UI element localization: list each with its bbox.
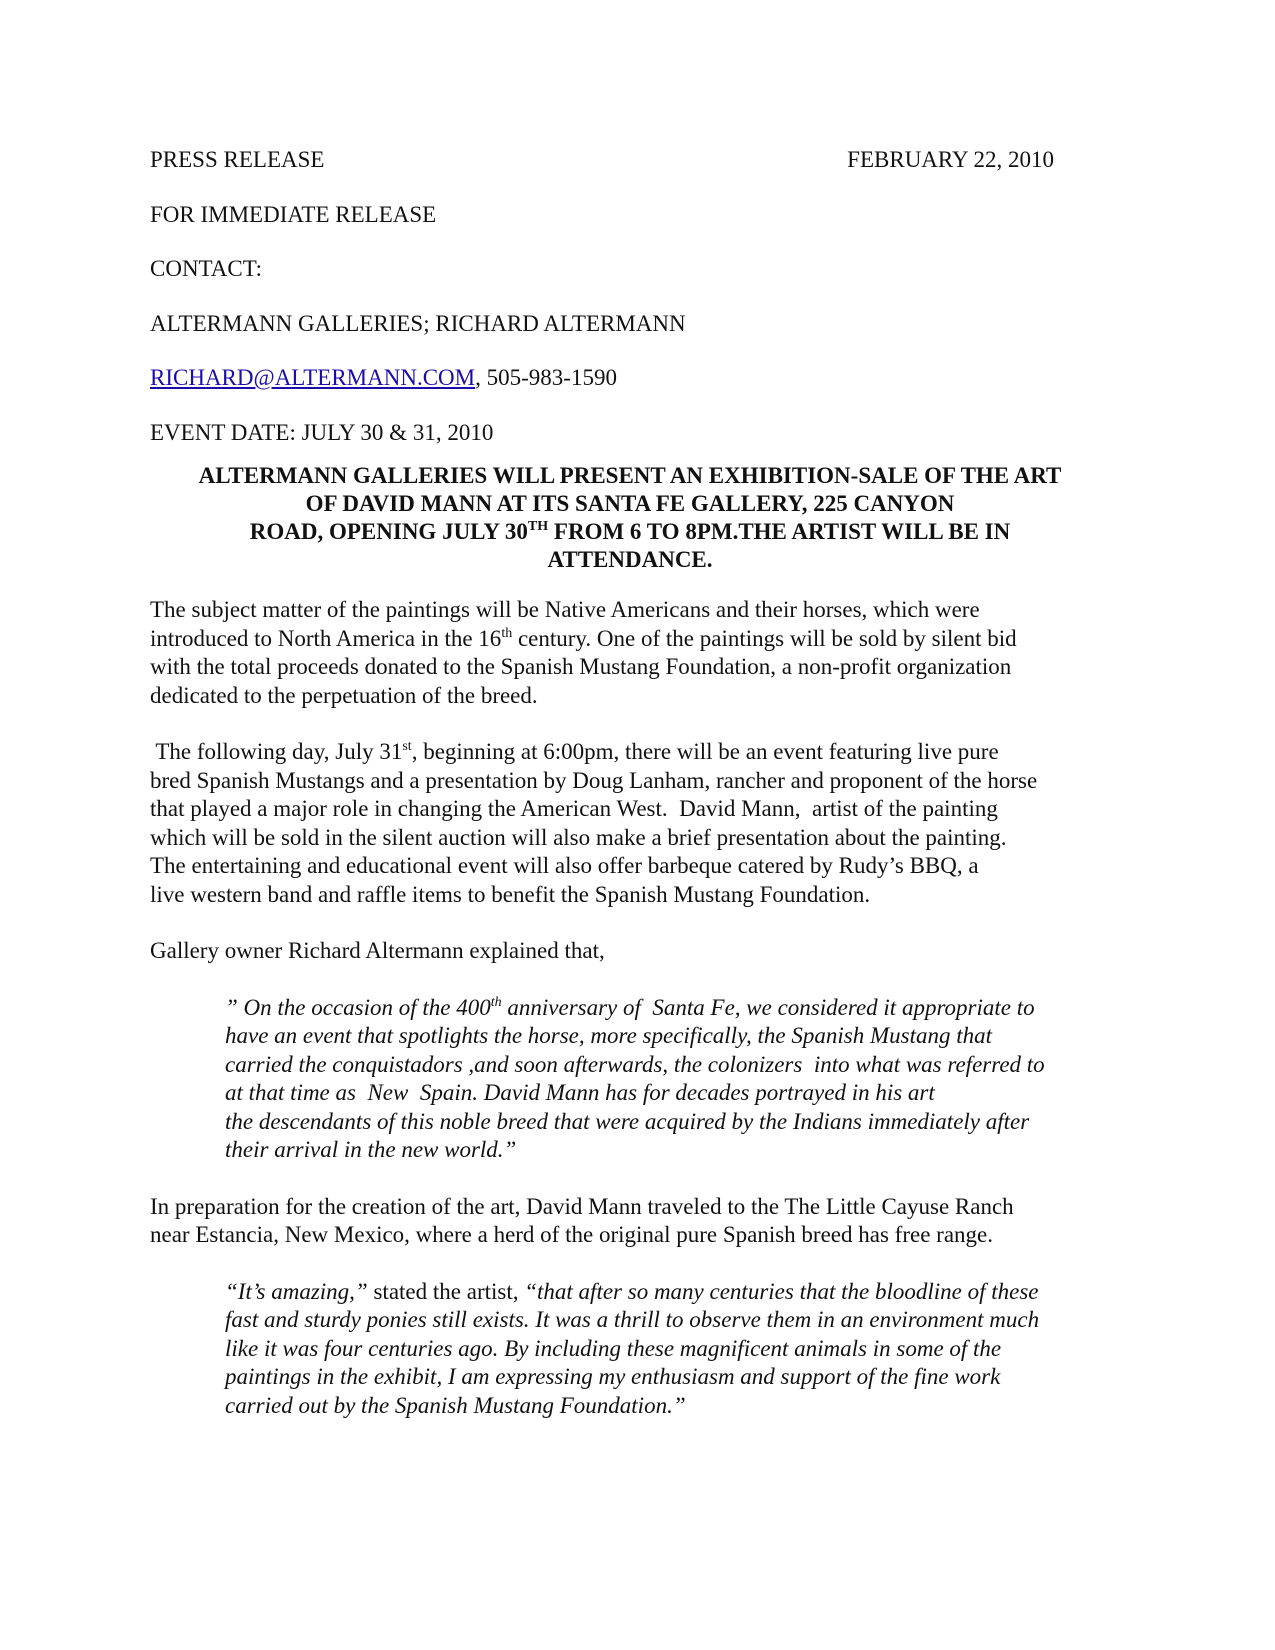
headline-line: ATTENDANCE. xyxy=(547,547,713,572)
headline-line: OF DAVID MANN AT ITS SANTA FE GALLERY, 225 CANYON xyxy=(305,491,955,516)
contact-name: ALTERMANN GALLERIES; RICHARD ALTERMANN xyxy=(150,310,686,336)
phone-number: , 505-983-1590 xyxy=(475,365,617,390)
release-date: FEBRUARY 22, 2010 xyxy=(847,147,1054,172)
immediate-release-note: FOR IMMEDIATE RELEASE xyxy=(150,201,437,227)
press-release-page xyxy=(150,146,1110,1448)
headline-line: ALTERMANN GALLERIES WILL PRESENT AN EXHIBITION-SALE OF THE ART xyxy=(198,463,1062,488)
contact-label: CONTACT: xyxy=(150,256,263,281)
header-row xyxy=(150,146,1054,175)
email-link[interactable]: RICHARD@ALTERMANN.COM xyxy=(150,365,476,390)
event-date: EVENT DATE: JULY 30 & 31, 2010 xyxy=(150,419,494,445)
headline-line: ROAD, OPENING JULY 30TH FROM 6 TO 8PM.THE ARTIST WILL BE IN xyxy=(249,519,1011,544)
quote-altermann: ” On the occasion of the 400th anniversary of Santa Fe, we considered it appropriate to have an event that spotlights the horse, more specifically, the Spanish Mustang that carried the conquistadors ,and soon afterwards, the colonizers into what was referred to at that time as New Spain. David Mann has for decades portrayed in his art the descendants of this noble breed that were acquired by the Indians immediately after their arrival in the new world.” xyxy=(225,994,1045,1162)
quote-artist: “It’s amazing,” stated the artist, “that after so many centuries that the bloodline of these fast and sturdy ponies still exists. It was a thrill to observe them in an environment much like it was four centuries ago. By including these magnificent animals in some of the paintings in the exhibit, I am expressing my enthusiasm and support of the fine work carried out by the Spanish Mustang Foundation.” xyxy=(225,1278,1040,1418)
paragraph-subject: The subject matter of the paintings will be Native Americans and their horses, which were introduced to North America in the 16th century. One of the paintings will be sold by silent bid with the total proceeds donated to the Spanish Mustang Foundation, a non-profit organization dedicated to the perpetuation of the breed. xyxy=(150,597,1017,708)
press-release-label: PRESS RELEASE xyxy=(150,147,325,172)
paragraph-owner-intro: Gallery owner Richard Altermann explained that, xyxy=(150,938,605,963)
paragraph-event: The following day, July 31st, beginning at 6:00pm, there will be an event featuring live pure bred Spanish Mustangs and a presentation by Doug Lanham, rancher and proponent of the horse that played a major role in changing the American West. David Mann, artist of the painting which will be sold in the silent auction will also make a brief presentation about the painting. The entertaining and educational event will also offer barbeque catered by Rudy’s BBQ, a live western band and raffle items to benefit the Spanish Mustang Foundation. xyxy=(150,739,1038,907)
headline xyxy=(150,462,1110,574)
contact-details xyxy=(150,364,1110,393)
paragraph-preparation: In preparation for the creation of the art, David Mann traveled to the The Little Cayuse Ranch near Estancia, New Mexico, where a herd of the original pure Spanish breed has free range. xyxy=(150,1193,1014,1247)
